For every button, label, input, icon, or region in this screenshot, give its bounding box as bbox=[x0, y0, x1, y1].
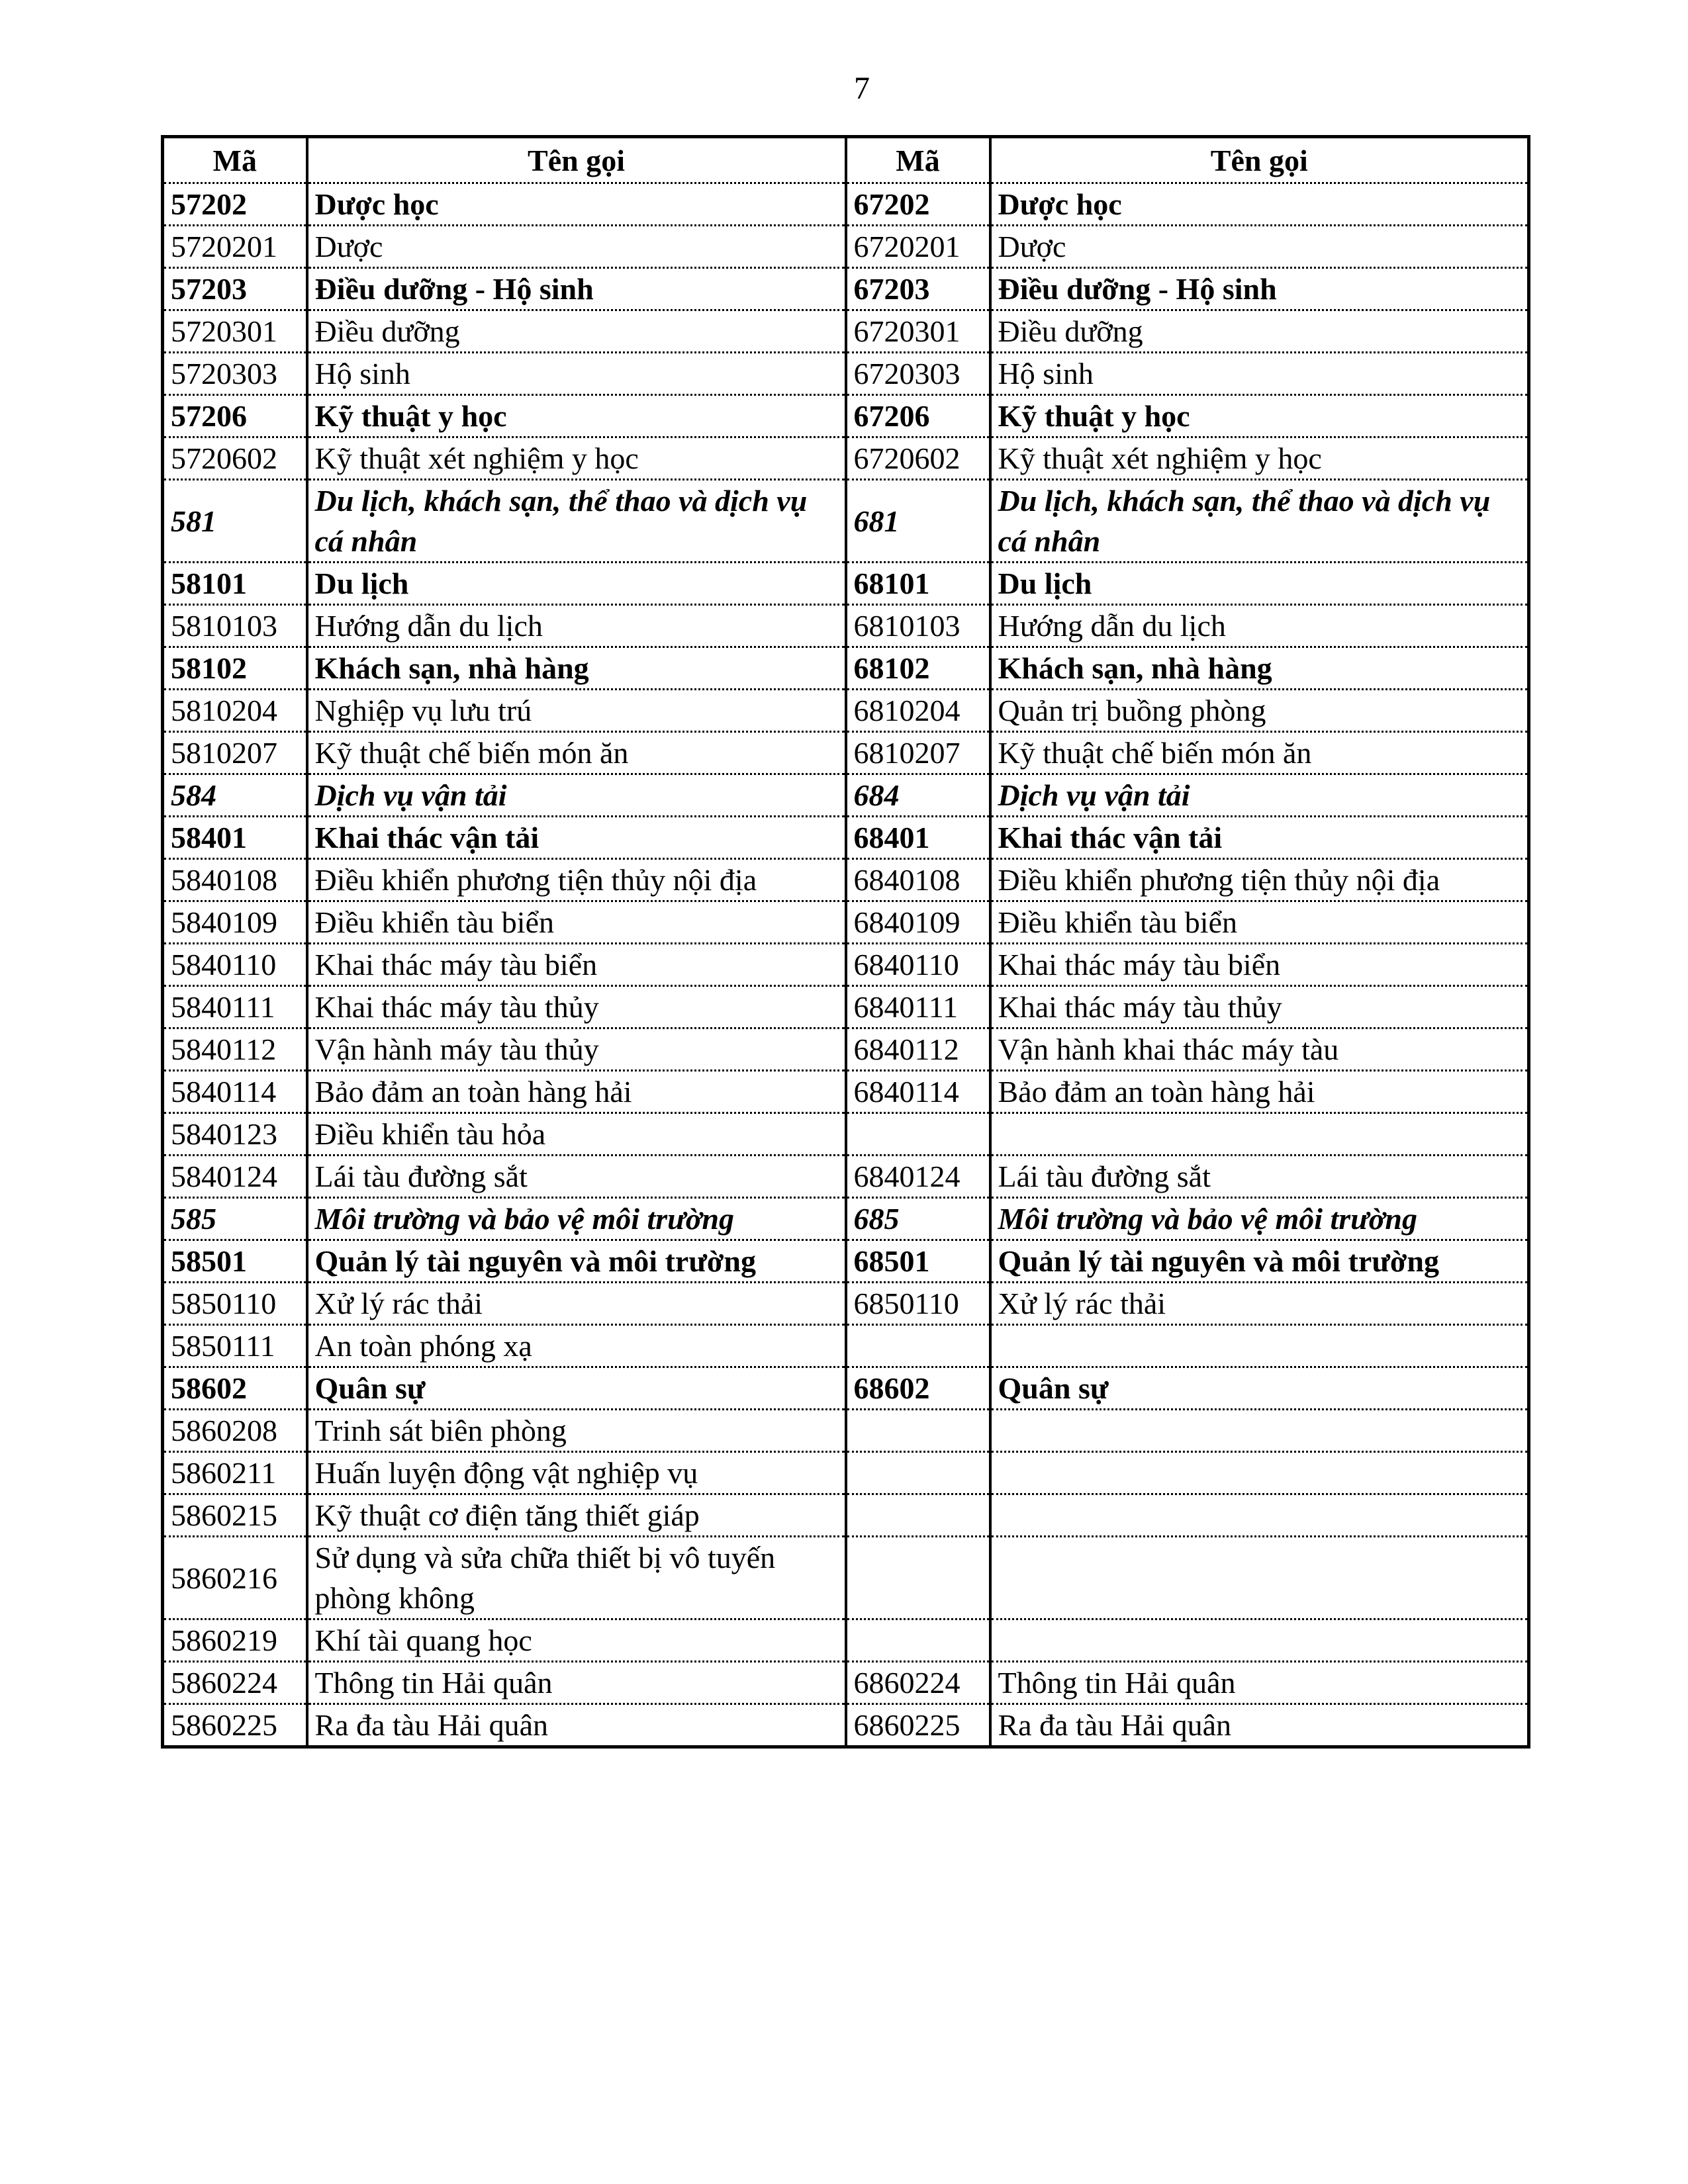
name-cell-right: Quản lý tài nguyên và môi trường bbox=[990, 1240, 1529, 1283]
name-cell-left: Khai thác máy tàu thủy bbox=[307, 986, 846, 1028]
code-cell-left: 57206 bbox=[163, 395, 307, 437]
name-cell-right: Kỹ thuật y học bbox=[990, 395, 1529, 437]
header-name-right: Tên gọi bbox=[990, 137, 1529, 183]
name-cell-right: Khai thác máy tàu biển bbox=[990, 944, 1529, 986]
name-cell-right: Quân sự bbox=[990, 1367, 1529, 1410]
code-cell-left: 585 bbox=[163, 1198, 307, 1240]
name-cell-right: Lái tàu đường sắt bbox=[990, 1156, 1529, 1198]
code-cell-left: 5860224 bbox=[163, 1662, 307, 1704]
code-cell-right: 6840124 bbox=[846, 1156, 990, 1198]
code-cell-left: 5860216 bbox=[163, 1537, 307, 1619]
table-row bbox=[163, 1283, 1529, 1325]
name-cell-right: Khai thác vận tải bbox=[990, 817, 1529, 859]
code-cell-left: 57202 bbox=[163, 183, 307, 226]
name-cell-right: Dược bbox=[990, 226, 1529, 268]
code-cell-right bbox=[846, 1325, 990, 1367]
code-cell-left: 5810207 bbox=[163, 732, 307, 774]
code-cell-left: 5810103 bbox=[163, 605, 307, 647]
code-cell-left: 5860211 bbox=[163, 1452, 307, 1494]
page-number: 7 bbox=[854, 71, 870, 106]
code-cell-right: 6720201 bbox=[846, 226, 990, 268]
table-row bbox=[163, 944, 1529, 986]
code-cell-left: 5860208 bbox=[163, 1410, 307, 1452]
code-cell-left: 5860219 bbox=[163, 1619, 307, 1662]
code-cell-right: 6840110 bbox=[846, 944, 990, 986]
name-cell-left: Bảo đảm an toàn hàng hải bbox=[307, 1071, 846, 1113]
code-cell-right: 6840114 bbox=[846, 1071, 990, 1113]
code-cell-right: 6840108 bbox=[846, 859, 990, 901]
table-row bbox=[163, 1494, 1529, 1537]
table-row bbox=[163, 1367, 1529, 1410]
table-row bbox=[163, 1537, 1529, 1619]
name-cell-left: Dược học bbox=[307, 183, 846, 226]
occupation-code-table bbox=[161, 135, 1530, 1749]
code-cell-left: 5840124 bbox=[163, 1156, 307, 1198]
name-cell-left: Kỹ thuật xét nghiệm y học bbox=[307, 437, 846, 480]
code-cell-left: 58102 bbox=[163, 647, 307, 690]
header-code-right: Mã bbox=[846, 137, 990, 183]
code-cell-right: 684 bbox=[846, 774, 990, 817]
name-cell-right: Dịch vụ vận tải bbox=[990, 774, 1529, 817]
name-cell-right: Quản trị buồng phòng bbox=[990, 690, 1529, 732]
table-row bbox=[163, 226, 1529, 268]
code-cell-left: 5720301 bbox=[163, 310, 307, 353]
name-cell-right: Hướng dẫn du lịch bbox=[990, 605, 1529, 647]
name-cell-left: Dịch vụ vận tải bbox=[307, 774, 846, 817]
code-cell-left: 5840108 bbox=[163, 859, 307, 901]
name-cell-right: Điều khiển phương tiện thủy nội địa bbox=[990, 859, 1529, 901]
name-cell-right: Dược học bbox=[990, 183, 1529, 226]
name-cell-left: Kỹ thuật chế biến món ăn bbox=[307, 732, 846, 774]
name-cell-right: Điều dưỡng - Hộ sinh bbox=[990, 268, 1529, 310]
name-cell-right: Kỹ thuật chế biến món ăn bbox=[990, 732, 1529, 774]
code-cell-left: 584 bbox=[163, 774, 307, 817]
code-cell-left: 5720201 bbox=[163, 226, 307, 268]
code-cell-left: 5840123 bbox=[163, 1113, 307, 1156]
code-cell-right: 6850110 bbox=[846, 1283, 990, 1325]
name-cell-right: Thông tin Hải quân bbox=[990, 1662, 1529, 1704]
table-row bbox=[163, 183, 1529, 226]
name-cell-left: Vận hành máy tàu thủy bbox=[307, 1028, 846, 1071]
name-cell-left: Khí tài quang học bbox=[307, 1619, 846, 1662]
code-cell-left: 5840112 bbox=[163, 1028, 307, 1071]
code-cell-left: 5840109 bbox=[163, 901, 307, 944]
name-cell-left: Du lịch, khách sạn, thể thao và dịch vụ cá nhân bbox=[307, 480, 846, 563]
code-cell-left: 5850111 bbox=[163, 1325, 307, 1367]
table-header-row bbox=[163, 137, 1529, 183]
table-row bbox=[163, 1156, 1529, 1198]
code-cell-right bbox=[846, 1494, 990, 1537]
name-cell-left: Hướng dẫn du lịch bbox=[307, 605, 846, 647]
code-cell-right: 67202 bbox=[846, 183, 990, 226]
table-row bbox=[163, 437, 1529, 480]
name-cell-left: Huấn luyện động vật nghiệp vụ bbox=[307, 1452, 846, 1494]
name-cell-left: Điều dưỡng - Hộ sinh bbox=[307, 268, 846, 310]
table-row bbox=[163, 647, 1529, 690]
code-cell-left: 58602 bbox=[163, 1367, 307, 1410]
table-row bbox=[163, 1662, 1529, 1704]
name-cell-left: An toàn phóng xạ bbox=[307, 1325, 846, 1367]
name-cell-right bbox=[990, 1113, 1529, 1156]
code-cell-left: 58401 bbox=[163, 817, 307, 859]
code-cell-right: 68501 bbox=[846, 1240, 990, 1283]
code-cell-right: 6720602 bbox=[846, 437, 990, 480]
code-cell-right: 6810204 bbox=[846, 690, 990, 732]
code-cell-left: 5840114 bbox=[163, 1071, 307, 1113]
code-cell-right bbox=[846, 1452, 990, 1494]
name-cell-right: Du lịch bbox=[990, 563, 1529, 605]
name-cell-right bbox=[990, 1410, 1529, 1452]
table-row bbox=[163, 310, 1529, 353]
name-cell-right bbox=[990, 1494, 1529, 1537]
table-row bbox=[163, 1071, 1529, 1113]
table-row bbox=[163, 901, 1529, 944]
code-cell-right: 68602 bbox=[846, 1367, 990, 1410]
name-cell-left: Lái tàu đường sắt bbox=[307, 1156, 846, 1198]
table-row bbox=[163, 395, 1529, 437]
name-cell-left: Quản lý tài nguyên và môi trường bbox=[307, 1240, 846, 1283]
name-cell-left: Sử dụng và sửa chữa thiết bị vô tuyến phòng không bbox=[307, 1537, 846, 1619]
code-cell-right bbox=[846, 1113, 990, 1156]
table-row bbox=[163, 563, 1529, 605]
table-row bbox=[163, 1113, 1529, 1156]
table-row bbox=[163, 1704, 1529, 1747]
code-cell-left: 5860225 bbox=[163, 1704, 307, 1747]
code-cell-left: 5720602 bbox=[163, 437, 307, 480]
name-cell-right: Ra đa tàu Hải quân bbox=[990, 1704, 1529, 1747]
name-cell-right bbox=[990, 1452, 1529, 1494]
code-cell-left: 58501 bbox=[163, 1240, 307, 1283]
code-cell-right: 68401 bbox=[846, 817, 990, 859]
name-cell-left: Du lịch bbox=[307, 563, 846, 605]
code-cell-right: 6840112 bbox=[846, 1028, 990, 1071]
name-cell-left: Môi trường và bảo vệ môi trường bbox=[307, 1198, 846, 1240]
code-cell-left: 5850110 bbox=[163, 1283, 307, 1325]
name-cell-left: Ra đa tàu Hải quân bbox=[307, 1704, 846, 1747]
name-cell-left: Dược bbox=[307, 226, 846, 268]
code-cell-left: 5810204 bbox=[163, 690, 307, 732]
name-cell-right bbox=[990, 1325, 1529, 1367]
code-cell-right: 6720303 bbox=[846, 353, 990, 395]
table-body bbox=[163, 183, 1529, 1747]
code-cell-right bbox=[846, 1410, 990, 1452]
code-cell-left: 5840111 bbox=[163, 986, 307, 1028]
table-row bbox=[163, 1240, 1529, 1283]
table-row bbox=[163, 1325, 1529, 1367]
name-cell-right: Vận hành khai thác máy tàu bbox=[990, 1028, 1529, 1071]
name-cell-left: Điều khiển tàu biển bbox=[307, 901, 846, 944]
name-cell-right: Môi trường và bảo vệ môi trường bbox=[990, 1198, 1529, 1240]
table-row bbox=[163, 1028, 1529, 1071]
table-row bbox=[163, 480, 1529, 563]
code-cell-left: 58101 bbox=[163, 563, 307, 605]
name-cell-left: Điều dưỡng bbox=[307, 310, 846, 353]
name-cell-left: Kỹ thuật cơ điện tăng thiết giáp bbox=[307, 1494, 846, 1537]
name-cell-left: Khai thác vận tải bbox=[307, 817, 846, 859]
table-row bbox=[163, 774, 1529, 817]
name-cell-right: Hộ sinh bbox=[990, 353, 1529, 395]
name-cell-right: Điều khiển tàu biển bbox=[990, 901, 1529, 944]
code-cell-right: 6860224 bbox=[846, 1662, 990, 1704]
name-cell-right: Khai thác máy tàu thủy bbox=[990, 986, 1529, 1028]
code-cell-right: 6810207 bbox=[846, 732, 990, 774]
table-row bbox=[163, 732, 1529, 774]
name-cell-right bbox=[990, 1537, 1529, 1619]
table-row bbox=[163, 817, 1529, 859]
code-cell-left: 57203 bbox=[163, 268, 307, 310]
name-cell-left: Hộ sinh bbox=[307, 353, 846, 395]
name-cell-left: Điều khiển tàu hỏa bbox=[307, 1113, 846, 1156]
name-cell-left: Thông tin Hải quân bbox=[307, 1662, 846, 1704]
name-cell-left: Quân sự bbox=[307, 1367, 846, 1410]
code-cell-left: 5840110 bbox=[163, 944, 307, 986]
header-code-left: Mã bbox=[163, 137, 307, 183]
name-cell-right bbox=[990, 1619, 1529, 1662]
table-row bbox=[163, 986, 1529, 1028]
code-cell-right bbox=[846, 1537, 990, 1619]
code-cell-right: 6840111 bbox=[846, 986, 990, 1028]
code-cell-right: 68102 bbox=[846, 647, 990, 690]
code-cell-right: 685 bbox=[846, 1198, 990, 1240]
code-cell-right: 6720301 bbox=[846, 310, 990, 353]
name-cell-left: Khách sạn, nhà hàng bbox=[307, 647, 846, 690]
name-cell-left: Kỹ thuật y học bbox=[307, 395, 846, 437]
table-row bbox=[163, 1452, 1529, 1494]
code-cell-right: 6840109 bbox=[846, 901, 990, 944]
name-cell-left: Khai thác máy tàu biển bbox=[307, 944, 846, 986]
table-row bbox=[163, 268, 1529, 310]
name-cell-right: Xử lý rác thải bbox=[990, 1283, 1529, 1325]
code-cell-right: 6810103 bbox=[846, 605, 990, 647]
name-cell-left: Trinh sát biên phòng bbox=[307, 1410, 846, 1452]
name-cell-left: Nghiệp vụ lưu trú bbox=[307, 690, 846, 732]
name-cell-left: Xử lý rác thải bbox=[307, 1283, 846, 1325]
code-cell-left: 5720303 bbox=[163, 353, 307, 395]
code-cell-left: 581 bbox=[163, 480, 307, 563]
header-name-left: Tên gọi bbox=[307, 137, 846, 183]
table-row bbox=[163, 690, 1529, 732]
code-cell-left: 5860215 bbox=[163, 1494, 307, 1537]
code-cell-right: 67203 bbox=[846, 268, 990, 310]
name-cell-right: Khách sạn, nhà hàng bbox=[990, 647, 1529, 690]
code-cell-right: 67206 bbox=[846, 395, 990, 437]
name-cell-right: Du lịch, khách sạn, thể thao và dịch vụ cá nhân bbox=[990, 480, 1529, 563]
code-cell-right: 68101 bbox=[846, 563, 990, 605]
name-cell-left: Điều khiển phương tiện thủy nội địa bbox=[307, 859, 846, 901]
table-row bbox=[163, 1619, 1529, 1662]
name-cell-right: Kỹ thuật xét nghiệm y học bbox=[990, 437, 1529, 480]
table-row bbox=[163, 1410, 1529, 1452]
name-cell-right: Bảo đảm an toàn hàng hải bbox=[990, 1071, 1529, 1113]
name-cell-right: Điều dưỡng bbox=[990, 310, 1529, 353]
table-row bbox=[163, 605, 1529, 647]
table-row bbox=[163, 1198, 1529, 1240]
code-cell-right: 6860225 bbox=[846, 1704, 990, 1747]
table-row bbox=[163, 859, 1529, 901]
table-row bbox=[163, 353, 1529, 395]
code-cell-right bbox=[846, 1619, 990, 1662]
code-cell-right: 681 bbox=[846, 480, 990, 563]
